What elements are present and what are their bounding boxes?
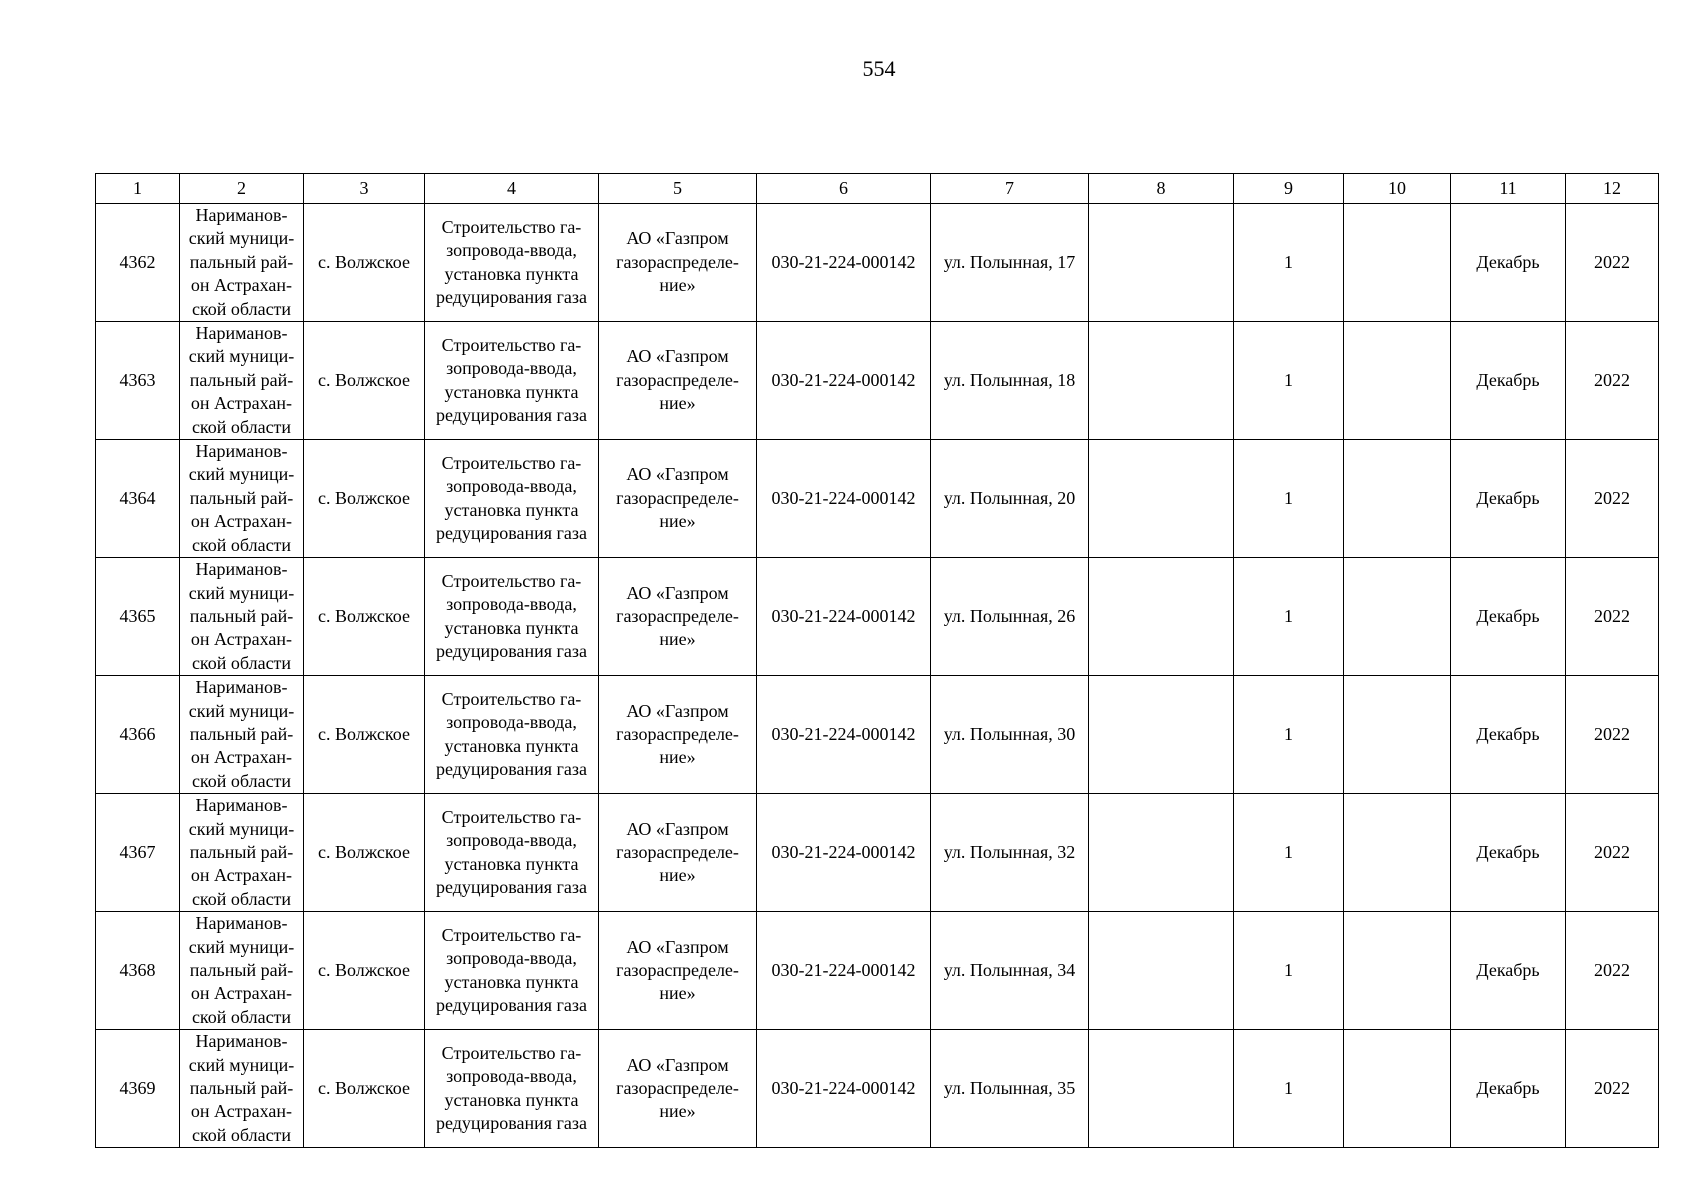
cell-text: Декабрь — [1476, 251, 1540, 272]
cell-text: с. Волжское — [318, 723, 410, 744]
address-cell — [931, 912, 1089, 1030]
work-description-cell — [425, 676, 599, 794]
cell-text: с. Волжское — [318, 1078, 410, 1099]
header-row — [96, 174, 1659, 204]
cell-text: с. Волжское — [318, 960, 410, 980]
page-number: 554 — [862, 56, 896, 81]
municipality-cell — [180, 440, 304, 558]
cell-text: Строительство га- зопровода-ввода, установка пункта редуцирования газа — [436, 688, 587, 780]
address-cell — [931, 676, 1089, 794]
cell-text: 2022 — [1594, 723, 1630, 744]
municipality-cell — [180, 204, 304, 322]
cell-text: АО «Газпром газораспределе- ние» — [616, 582, 739, 650]
cell-text: Строительство га- зопровода-ввода, установка пункта редуцирования газа — [436, 216, 587, 307]
quantity-cell — [1234, 322, 1344, 440]
column-8-cell — [1089, 204, 1234, 322]
cell-text: 4363 — [119, 369, 156, 390]
address-cell — [931, 440, 1089, 558]
work-description-cell — [425, 440, 599, 558]
work-description-cell — [425, 1030, 599, 1148]
settlement-cell — [304, 912, 425, 1030]
cell-text: АО «Газпром газораспределе- ние» — [616, 936, 739, 1004]
year-cell — [1566, 322, 1659, 440]
data-table — [95, 173, 1659, 1148]
column-8-cell — [1089, 912, 1234, 1030]
table-row — [96, 794, 1659, 912]
code-cell — [757, 1030, 931, 1148]
column-8-cell — [1089, 676, 1234, 794]
cell-text: Строительство га- зопровода-ввода, установка пункта редуцирования газа — [436, 1042, 587, 1134]
address-cell — [931, 204, 1089, 322]
cell-text: АО «Газпром газораспределе- ние» — [616, 1054, 739, 1122]
month-cell — [1451, 322, 1566, 440]
quantity-cell — [1234, 558, 1344, 676]
cell-text: 4362 — [119, 251, 156, 272]
row-number-cell — [96, 1030, 180, 1148]
municipality-cell — [180, 794, 304, 912]
municipality-cell — [180, 322, 304, 440]
organization-cell — [599, 440, 757, 558]
code-cell — [757, 912, 931, 1030]
column-10-cell — [1344, 676, 1451, 794]
work-description-cell — [425, 204, 599, 322]
settlement-cell — [304, 204, 425, 322]
work-description-cell — [425, 322, 599, 440]
cell-text: Декабрь — [1476, 487, 1540, 508]
cell-text: Декабрь — [1476, 960, 1540, 980]
header-cell: 2 — [180, 174, 304, 204]
quantity-cell — [1234, 204, 1344, 322]
cell-text: 2022 — [1594, 1078, 1630, 1099]
table-row — [96, 322, 1659, 440]
cell-text: с. Волжское — [318, 605, 410, 626]
code-cell — [757, 440, 931, 558]
municipality-cell — [180, 558, 304, 676]
code-cell — [757, 676, 931, 794]
organization-cell — [599, 558, 757, 676]
cell-text: АО «Газпром газораспределе- ние» — [616, 346, 739, 414]
organization-cell — [599, 676, 757, 794]
municipality-cell — [180, 1030, 304, 1148]
month-cell — [1451, 1030, 1566, 1148]
header-cell: 9 — [1234, 174, 1344, 204]
cell-text: Нариманов- ский муници- пальный рай- он Астрахан- ской области — [188, 677, 295, 791]
row-number-cell — [96, 912, 180, 1030]
year-cell — [1566, 440, 1659, 558]
column-8-cell — [1089, 440, 1234, 558]
cell-text: 2022 — [1594, 960, 1630, 980]
month-cell — [1451, 794, 1566, 912]
cell-text: с. Волжское — [318, 841, 410, 862]
table-row — [96, 558, 1659, 676]
quantity-cell — [1234, 440, 1344, 558]
cell-text: 4369 — [119, 1078, 156, 1099]
cell-text: Строительство га- зопровода-ввода, установка пункта редуцирования газа — [436, 452, 587, 543]
organization-cell — [599, 1030, 757, 1148]
address-cell — [931, 558, 1089, 676]
cell-text: ул. Полынная, 26 — [943, 605, 1076, 626]
cell-text: Декабрь — [1476, 605, 1540, 626]
cell-text: Нариманов- ский муници- пальный рай- он Астрахан- ской области — [188, 559, 295, 673]
cell-text: 030-21-224-000142 — [771, 369, 916, 390]
year-cell — [1566, 676, 1659, 794]
cell-text: 030-21-224-000142 — [771, 251, 916, 272]
cell-text: с. Волжское — [318, 487, 410, 508]
code-cell — [757, 204, 931, 322]
settlement-cell — [304, 1030, 425, 1148]
cell-text: Нариманов- ский муници- пальный рай- он Астрахан- ской области — [188, 1031, 295, 1145]
year-cell — [1566, 204, 1659, 322]
column-10-cell — [1344, 204, 1451, 322]
header-cell: 4 — [425, 174, 599, 204]
table-header — [96, 174, 1659, 204]
organization-cell — [599, 322, 757, 440]
cell-text: 030-21-224-000142 — [771, 487, 916, 508]
settlement-cell — [304, 676, 425, 794]
column-8-cell — [1089, 794, 1234, 912]
cell-text: Декабрь — [1476, 841, 1540, 862]
address-cell — [931, 794, 1089, 912]
cell-text: ул. Полынная, 34 — [943, 960, 1076, 980]
row-number-cell — [96, 794, 180, 912]
cell-text: ул. Полынная, 35 — [943, 1078, 1076, 1099]
column-10-cell — [1344, 1030, 1451, 1148]
column-10-cell — [1344, 912, 1451, 1030]
column-8-cell — [1089, 322, 1234, 440]
organization-cell — [599, 794, 757, 912]
cell-text: ул. Полынная, 30 — [943, 723, 1076, 744]
cell-text: Декабрь — [1476, 723, 1540, 744]
cell-text: 1 — [1284, 251, 1293, 272]
year-cell — [1566, 912, 1659, 1030]
cell-text: 030-21-224-000142 — [771, 605, 916, 626]
municipality-cell — [180, 912, 304, 1030]
municipality-cell — [180, 676, 304, 794]
cell-text: Нариманов- ский муници- пальный рай- он Астрахан- ской области — [188, 441, 295, 555]
cell-text: ул. Полынная, 20 — [943, 487, 1076, 508]
cell-text: 1 — [1284, 723, 1293, 744]
cell-text: с. Волжское — [318, 251, 410, 272]
cell-text: 2022 — [1594, 841, 1630, 862]
column-10-cell — [1344, 794, 1451, 912]
cell-text: Нариманов- ский муници- пальный рай- он Астрахан- ской области — [188, 205, 295, 319]
cell-text: 4364 — [119, 487, 156, 508]
cell-text: 030-21-224-000142 — [771, 841, 916, 862]
cell-text: 030-21-224-000142 — [771, 723, 916, 744]
column-8-cell — [1089, 558, 1234, 676]
organization-cell — [599, 204, 757, 322]
table-row — [96, 1030, 1659, 1148]
quantity-cell — [1234, 1030, 1344, 1148]
row-number-cell — [96, 676, 180, 794]
cell-text: ул. Полынная, 17 — [943, 251, 1076, 272]
header-cell: 1 — [96, 174, 180, 204]
header-cell: 6 — [757, 174, 931, 204]
work-description-cell — [425, 558, 599, 676]
quantity-cell — [1234, 912, 1344, 1030]
settlement-cell — [304, 558, 425, 676]
header-cell: 5 — [599, 174, 757, 204]
cell-text: Строительство га- зопровода-ввода, установка пункта редуцирования газа — [436, 924, 587, 1016]
month-cell — [1451, 676, 1566, 794]
month-cell — [1451, 912, 1566, 1030]
code-cell — [757, 322, 931, 440]
row-number-cell — [96, 558, 180, 676]
address-cell — [931, 1030, 1089, 1148]
cell-text: 030-21-224-000142 — [771, 960, 916, 980]
month-cell — [1451, 204, 1566, 322]
cell-text: с. Волжское — [318, 369, 410, 390]
settlement-cell — [304, 440, 425, 558]
column-10-cell — [1344, 322, 1451, 440]
column-8-cell — [1089, 1030, 1234, 1148]
month-cell — [1451, 558, 1566, 676]
quantity-cell — [1234, 676, 1344, 794]
table-row — [96, 440, 1659, 558]
cell-text: 4365 — [119, 605, 156, 626]
cell-text: Нариманов- ский муници- пальный рай- он Астрахан- ской области — [188, 323, 295, 437]
header-cell: 12 — [1566, 174, 1659, 204]
column-10-cell — [1344, 440, 1451, 558]
cell-text: 1 — [1284, 605, 1293, 626]
address-cell — [931, 322, 1089, 440]
row-number-cell — [96, 322, 180, 440]
cell-text: Строительство га- зопровода-ввода, установка пункта редуцирования газа — [436, 806, 587, 898]
cell-text: 030-21-224-000142 — [771, 1078, 916, 1099]
cell-text: 4367 — [119, 841, 156, 862]
cell-text: 4366 — [119, 723, 156, 744]
work-description-cell — [425, 912, 599, 1030]
table-row — [96, 676, 1659, 794]
cell-text: АО «Газпром газораспределе- ние» — [616, 464, 739, 532]
organization-cell — [599, 912, 757, 1030]
work-description-cell — [425, 794, 599, 912]
header-cell: 11 — [1451, 174, 1566, 204]
settlement-cell — [304, 794, 425, 912]
cell-text: 1 — [1284, 369, 1293, 390]
cell-text: 1 — [1284, 1078, 1293, 1099]
row-number-cell — [96, 440, 180, 558]
year-cell — [1566, 558, 1659, 676]
cell-text: Строительство га- зопровода-ввода, установка пункта редуцирования газа — [436, 570, 587, 662]
cell-text: Декабрь — [1476, 1078, 1540, 1099]
cell-text: 2022 — [1594, 369, 1630, 390]
quantity-cell — [1234, 794, 1344, 912]
cell-text: АО «Газпром газораспределе- ние» — [616, 228, 739, 296]
cell-text: 1 — [1284, 487, 1293, 508]
cell-text: 1 — [1284, 841, 1293, 862]
cell-text: 2022 — [1594, 487, 1630, 508]
cell-text: 2022 — [1594, 251, 1630, 272]
year-cell — [1566, 794, 1659, 912]
cell-text: 2022 — [1594, 605, 1630, 626]
cell-text: Строительство га- зопровода-ввода, установка пункта редуцирования газа — [436, 334, 587, 425]
header-cell: 8 — [1089, 174, 1234, 204]
table-body — [96, 204, 1659, 1148]
table-row — [96, 204, 1659, 322]
cell-text: АО «Газпром газораспределе- ние» — [616, 700, 739, 768]
code-cell — [757, 794, 931, 912]
cell-text: 4368 — [119, 960, 156, 980]
column-10-cell — [1344, 558, 1451, 676]
header-cell: 7 — [931, 174, 1089, 204]
header-cell: 10 — [1344, 174, 1451, 204]
settlement-cell — [304, 322, 425, 440]
cell-text: ул. Полынная, 18 — [943, 369, 1076, 390]
cell-text: ул. Полынная, 32 — [943, 841, 1076, 862]
month-cell — [1451, 440, 1566, 558]
year-cell — [1566, 1030, 1659, 1148]
cell-text: АО «Газпром газораспределе- ние» — [616, 818, 739, 886]
cell-text: Нариманов- ский муници- пальный рай- он Астрахан- ской области — [188, 795, 295, 909]
cell-text: Декабрь — [1476, 369, 1540, 390]
row-number-cell — [96, 204, 180, 322]
cell-text: 1 — [1284, 960, 1293, 980]
cell-text: Нариманов- ский муници- пальный рай- он Астрахан- ской области — [188, 913, 295, 1027]
table-row — [96, 912, 1659, 1030]
code-cell — [757, 558, 931, 676]
header-cell: 3 — [304, 174, 425, 204]
